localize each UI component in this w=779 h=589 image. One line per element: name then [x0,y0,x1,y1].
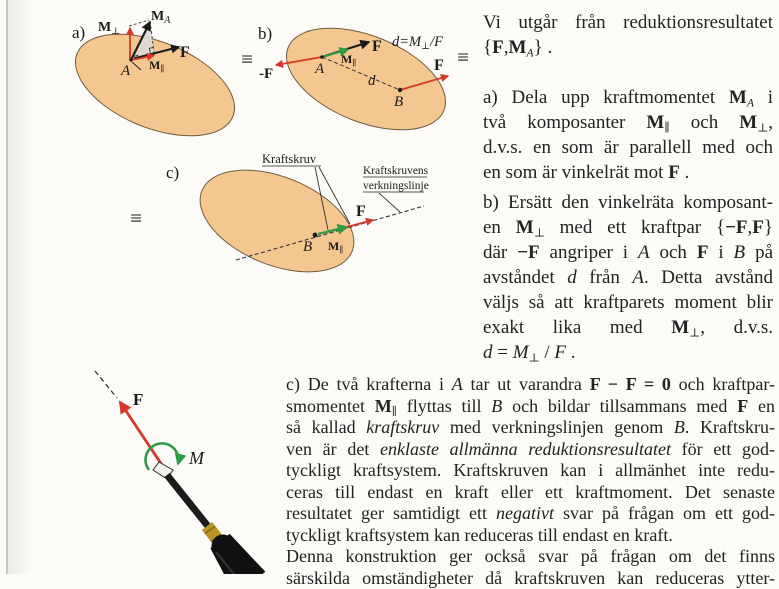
label-m-par-c: $M_\parallel$ [328,239,343,255]
text-line: c) De två krafterna i A tar ut varandra F − F = 0 och kraftpar- [286,374,775,396]
vector-f-c [347,220,373,227]
diagram-c [166,150,429,292]
text-line: resultatet ger samtidigt ett negativt svar på frågan om ett god- [286,503,775,525]
vector-f-screw [120,402,162,465]
label-point-a: A [120,63,131,79]
point-b-dot-c [313,233,318,238]
text-line: b) Ersätt den vinkelräta komposant- [483,190,773,215]
paragraph-step-c [286,374,775,589]
label-m-par-a: $M_\parallel$ [149,58,164,74]
label-m-perp: $M_\perp$ [98,20,120,37]
equivalence-sign-1: ≡ [241,47,253,71]
label-f-screw: F [133,390,143,409]
label-point-b-c: B [303,239,312,255]
parallelogram-dashed-edge [129,20,149,26]
text-line: Denna konstruktion ger också svar på frågan om det finns [286,546,775,568]
text-line: Vi utgår från reduktionsresultatet [483,10,773,35]
label-neg-f: -F [259,66,273,82]
text-line: där −F angriper i A och F i B på [483,240,773,265]
text-line: tyckligt kraftsystem. Kraftskruven kan i allmänhet inte redu- [286,460,775,482]
text-line: ven är det enklaste allmänna reduktionsresultatet för ett god- [286,439,775,461]
label-m-par-b: $M_\parallel$ [341,52,356,68]
paragraph-step-a [483,85,773,185]
equivalence-sign-2: ≡ [457,45,469,69]
verkningslinje-pointer [379,193,400,212]
plane-ellipse-c [185,150,368,292]
text-line: en som är vinkelrät mot F . [483,160,773,185]
label-f-c: F [356,203,366,220]
text-line: {F,MA} . [483,35,773,60]
label-verkningslinje-2: verkningslinje [363,180,429,192]
label-f-at-a: F [372,38,382,55]
text-line: d = M⊥ / F . [483,340,773,365]
paragraph-step-b [483,190,773,365]
screwdriver-shaft [167,475,211,530]
plane-ellipse-b [272,8,460,151]
text-line: d.v.s. en som är parallell med och [483,135,773,160]
text-line: exakt lika med M⊥, d.v.s. [483,315,773,340]
diagram-a [61,9,249,156]
label-distance-eq: $d=M_\perp/F$ [392,34,443,52]
screwdriver-figure [95,371,265,574]
text-line: särskilda omständigheter då kraftskruven kan reduceras ytter- [286,568,775,589]
text-line: en M⊥ med ett kraftpar {−F,F} [483,215,773,240]
text-line: smomentet M∥ flyttas till B och bildar tillsammans med F en [286,396,775,418]
diagram-b [258,8,460,151]
point-a-dot-b [320,55,324,59]
point-b-dot [398,88,402,92]
text-line: väljs så att kraftparets moment blir [483,290,773,315]
label-kraftskruv: Kraftskruv [262,152,317,166]
label-d: d [368,73,376,89]
label-f-at-b: F [434,57,444,74]
screw-axis-dashed-line [95,371,117,398]
point-a-dot [129,58,132,61]
paragraph-intro [483,10,773,60]
label-verkningslinje-1: Kraftskruvens [363,165,429,177]
text-line: så kallad kraftskruv med verkningslinjen genom B. Kraftskru- [286,417,775,439]
right-column [483,10,773,365]
text-line: tyckligt kraftsystem kan reduceras till endast en kraft. [286,525,775,547]
diagram-c-label: c) [166,163,179,182]
text-line: avståndet d från A. Detta avstånd [483,265,773,290]
label-point-a-b: A [314,61,325,77]
diagram-b-label: b) [258,24,272,43]
label-f-a: F [180,44,190,61]
plane-ellipse-a [61,14,249,157]
label-m-screw: M [188,448,205,468]
text-line: ceras till endast en kraft eller ett kraftmoment. Det senaste [286,482,775,504]
text-line: två komposanter M∥ och M⊥, [483,110,773,135]
label-ma: $M_A$ [151,9,171,26]
diagram-a-label: a) [72,23,85,42]
text-line: a) Dela upp kraftmomentet MA i [483,85,773,110]
equivalence-sign-3: ≡ [130,206,142,230]
label-point-b: B [394,94,403,110]
